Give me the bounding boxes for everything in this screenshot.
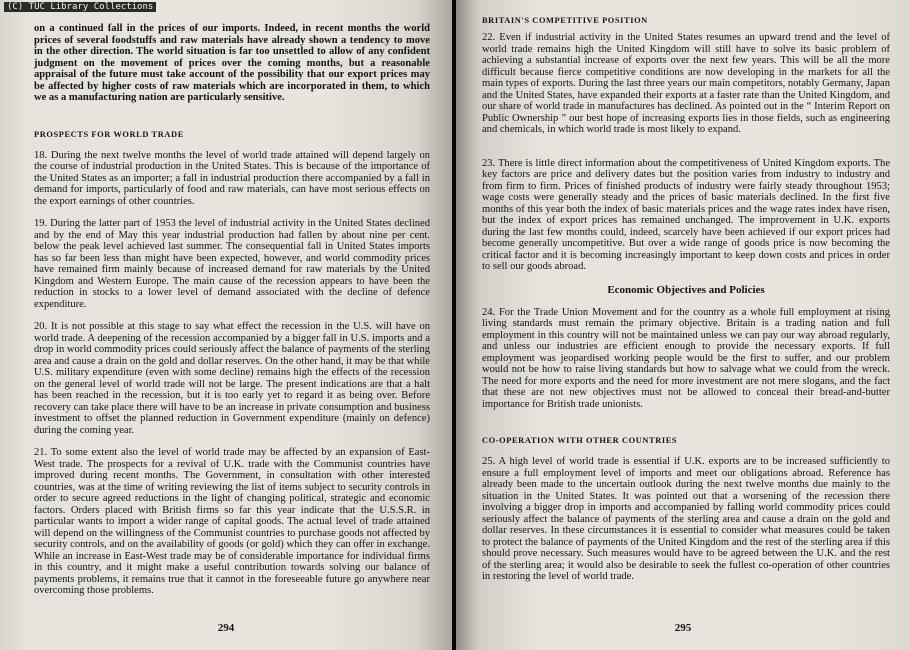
right-page — [456, 0, 910, 650]
paragraph-19: 19. During the latter part of 1953 the level of industrial activity in the United States declined and by the end of May this year industrial production had fallen by about nine per cent. below the peak level achieved last summer. The consequential fall in United States imports has so far been less than might have been expected, however, and world commodity prices have remained firm mainly because of increased demand for raw materials by the United Kingdom and Western Europe. The main cause of the recession appears to have been the reduction in stocks to a lower level of demand associated with the decline of defence expenditure. — [34, 218, 430, 310]
economic-objectives-heading: Economic Objectives and Policies — [607, 283, 765, 296]
paragraph-21: 21. To some extent also the level of world trade may be affected by an expansion of East-West trade. The prospects for a revival of U.K. trade with the Communist countries have improved during recent months. The Government, in consultation with other interested countries, was at the time of writing reviewing the list of items subject to security controls in order to secure agreed reductions in the light of changing political, strategic and economic factors. Orders placed with British firms so far this year indicate that the U.S.S.R. in particular wants to import a wider range of capital goods. The actual level of trade attained will depend on the willingness of the Communist countries to purchase goods not affected by security controls, and on the availability of goods (or gold) which they can offer in exchange. While an increase in East-West trade may be of considerable importance for individual firms in this country, and it might make a useful contribution towards solving our balance of payments problems, it remains true that it cannot in the foreseeable future go anywhere near overcoming those problems. — [34, 447, 430, 596]
section-heading-world-trade: PROSPECTS FOR WORLD TRADE — [34, 129, 184, 139]
paragraph-18: 18. During the next twelve months the level of world trade attained will depend largely on the course of industrial production in the United States. This is because of the importance of the United States as an importer; a fall in industrial production there accompanied by a fall in demand for imports, particularly of food and raw materials, can have most serious effects on the export earnings of other countries. — [34, 149, 430, 207]
paragraph-24: 24. For the Trade Union Movement and for the country as a whole full employment at rising living standards must remain the primary objective. Britain is a trading nation and full employment in this country will not be maintained unless we can pay our way abroad regularly, and unless our industries are efficient enough to provide the necessary exports. If full employment was jeopardised working people would be the first to suffer, and our problem would not be how to raise living standards but how to salvage what we could from the wreck. The need for more exports and the need for more investment are not mere slogans, and the fact that these are not new objectives must not be allowed to conceal their bread-and-butter importance for British trade unionists. — [482, 306, 890, 410]
paragraph-22: 22. Even if industrial activity in the United States resumes an upward trend and the level of world trade remains high the United Kingdom will still have to solve its basic problem of achieving a substantial increase of exports over the next few years. This will be all the more difficult because fierce competitive conditions are now developing in the markets for all the main types of exports. During the last three years our main competitors, notably Germany, Japan and the United States, have expanded their exports at a faster rate than the United Kingdom, and our share of world trade in manufactures has declined. As pointed out in the “ Interim Report on Public Ownership ” our best hope of increasing exports lies in those fields, such as engineering and chemicals, in which world trade is most likely to expand. — [482, 32, 890, 135]
watermark-label: (C) TUC Library Collections — [4, 2, 156, 12]
paragraph-23: 23. There is little direct information about the competitiveness of United Kingdom exports. The key factors are price and delivery dates but the position varies from industry to industry and from firm to firm. Prices of finished products of industry were fairly steady throughout 1953; wage costs were generally steady and the prices of basic materials declined. In the first five months of this year both the index of basic materials prices and the wage rates index have risen, but the index of export prices has remained unchanged. The improvement in U.K. exports during the last few months could, indeed, scarcely have been achieved if our export prices had become generally uncompetitive. But over a wide range of goods price is now becoming the critical factor and it is becoming increasingly important to keep down costs and prices in order to sell our goods abroad. — [482, 157, 890, 272]
page-number-left: 294 — [217, 622, 235, 634]
intro-paragraph: on a continued fall in the prices of our imports. Indeed, in recent months the world prices of several foodstuffs and raw materials have already shown a tendency to move in the other direction. The world situation is far too unsettled to allow of any confident judgment on the movement of prices over the coming months, but a reasonable appraisal of the future must take account of the possibility that our export prices may be affected by higher costs of raw materials which are incorporated in them, to which we as a manufacturing nation are particularly sensitive. — [34, 23, 430, 103]
left-page — [0, 0, 452, 650]
cooperation-heading: CO-OPERATION WITH OTHER COUNTRIES — [482, 436, 678, 445]
paragraph-20: 20. It is not possible at this stage to say what effect the recession in the U.S. will have on world trade. A deepening of the recession accompanied by a bigger fall in U.S. imports and a drop in world commodity prices could seriously affect the balance of payments of the sterling area and cause a drain on the gold and dollar reserves. On the other hand, it may be that while U.S. military expenditure (even with some decline) remains high the effects of the recession on the general level of world trade will not be large. The present indications are that a halt has been reached in the recession, but it is too early yet to regard it as being over. Before recovery can take place there will have to be an increase in private consumption and business investment to offset the planned reduction in Government expenditure (mainly on defence) during the coming year. — [34, 321, 430, 436]
paragraph-25: 25. A high level of world trade is essential if U.K. exports are to be increased sufficiently to ensure a full employment level of imports and meet our obligations abroad. Reference has already been made to the uncertain outlook during the next twelve months due mainly to the situation in the United States. It was pointed out that a worsening of the recession there involving a bigger drop in imports and accompanied by falling world commodity prices could seriously affect the balance of payments of the sterling area and cause a drain on the gold and dollar reserves. In these circumstances it is essential to consider what measures could be taken to protect the balance of payments of the United Kingdom and the rest of the sterling area if this should prove necessary. Such measures would have to be agreed between the U.K. and the rest of the sterling area; it would also be desirable to seek the fullest co-operation of other countries in restoring the level of world trade. — [482, 456, 890, 582]
running-head: BRITAIN'S COMPETITIVE POSITION — [482, 16, 648, 25]
page-number-right: 295 — [674, 622, 692, 634]
